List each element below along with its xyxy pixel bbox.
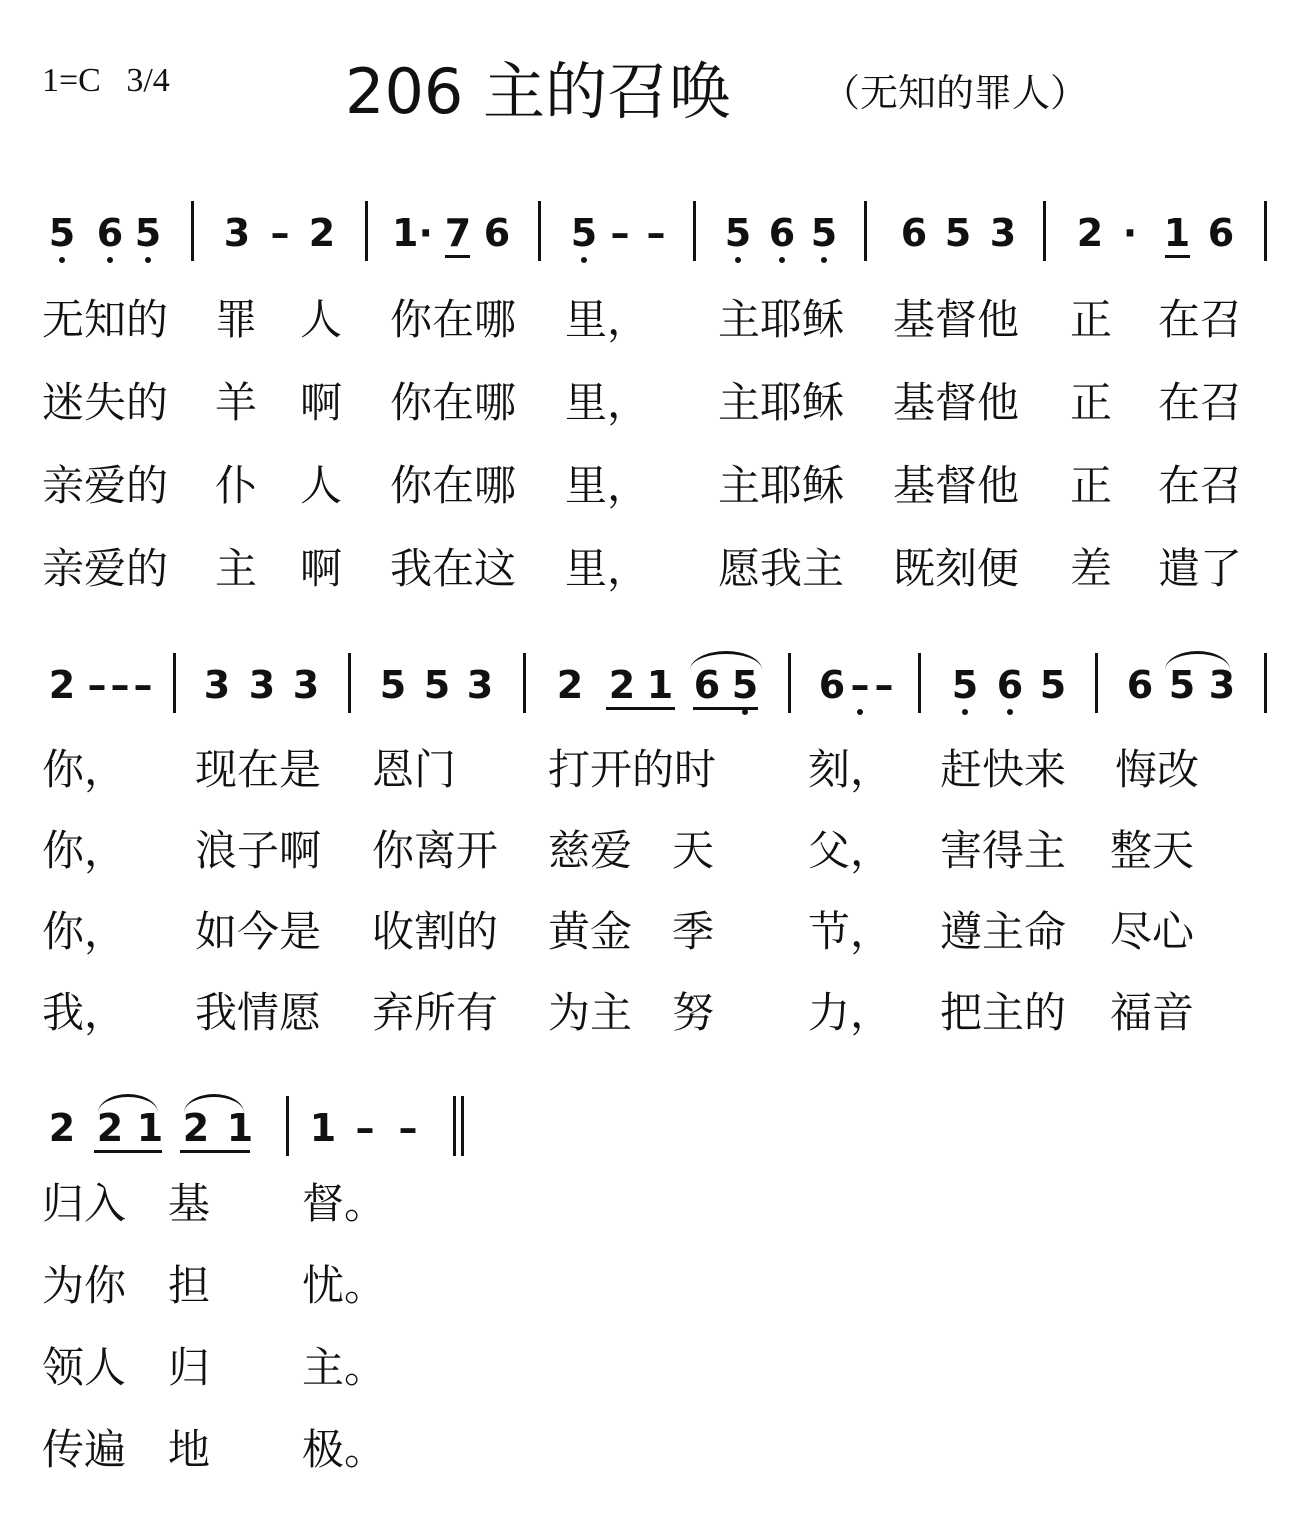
lyric-syllable: 黄金 bbox=[548, 907, 633, 956]
note: 2 bbox=[1076, 211, 1104, 255]
slur bbox=[98, 1094, 158, 1113]
lyric-syllable: 你， bbox=[42, 745, 127, 794]
note: 3 bbox=[466, 663, 494, 707]
barline bbox=[348, 653, 351, 713]
lyric-syllable: 里， bbox=[565, 461, 650, 510]
barline bbox=[788, 653, 791, 713]
lyric-syllable: 浪子啊 bbox=[195, 826, 322, 875]
lyric-syllable: 里， bbox=[565, 378, 650, 427]
note: 3 bbox=[203, 663, 231, 707]
lyric-syllable: 如今是 bbox=[195, 907, 322, 956]
extension-dash: – bbox=[874, 663, 894, 707]
lower-octave-dot bbox=[581, 257, 587, 263]
lyric-syllable: 亲爱的 bbox=[42, 544, 169, 593]
note: 3 bbox=[1208, 663, 1236, 707]
lyric-syllable: 在召 bbox=[1158, 461, 1243, 510]
lyric-syllable: 主耶稣 bbox=[718, 461, 845, 510]
lyric-syllable: 亲爱的 bbox=[42, 461, 169, 510]
note: 2 bbox=[48, 663, 76, 707]
duration-underline bbox=[606, 707, 675, 710]
lyric-syllable: 人 bbox=[300, 461, 343, 510]
barline bbox=[538, 201, 541, 261]
note: 5 bbox=[1168, 663, 1196, 707]
barline bbox=[918, 653, 921, 713]
lyric-syllable: 收割的 bbox=[372, 907, 499, 956]
note: 2 bbox=[96, 1106, 124, 1150]
lyric-syllable: 为你 bbox=[42, 1261, 127, 1310]
note: 3 bbox=[223, 211, 251, 255]
lyric-syllable: 正 bbox=[1070, 295, 1113, 344]
lyric-syllable: 害得主 bbox=[940, 826, 1067, 875]
lyric-syllable: 忧。 bbox=[302, 1261, 387, 1310]
lower-octave-dot bbox=[145, 257, 151, 263]
lyric-syllable: 主耶稣 bbox=[718, 295, 845, 344]
lyric-syllable: 里， bbox=[565, 295, 650, 344]
note: 1 bbox=[1163, 211, 1191, 255]
lyric-syllable: 你在哪 bbox=[390, 378, 517, 427]
barline bbox=[1095, 653, 1098, 713]
lyric-syllable: 刻， bbox=[808, 745, 893, 794]
note: 1 bbox=[309, 1106, 337, 1150]
lyric-syllable: 地 bbox=[168, 1425, 211, 1474]
note: 5 bbox=[570, 211, 598, 255]
lyric-syllable: 仆 bbox=[215, 461, 258, 510]
note: 5 bbox=[1039, 663, 1067, 707]
barline bbox=[365, 201, 368, 261]
lyric-syllable: 啊 bbox=[300, 544, 343, 593]
duration-underline bbox=[180, 1150, 250, 1153]
lyric-syllable: 遣了 bbox=[1158, 544, 1243, 593]
extension-dash: – bbox=[610, 211, 630, 255]
barline bbox=[173, 653, 176, 713]
note: 2 bbox=[182, 1106, 210, 1150]
note: 6 bbox=[96, 211, 124, 255]
lyric-syllable: 遵主命 bbox=[940, 907, 1067, 956]
barline bbox=[191, 201, 194, 261]
lyric-syllable: 你在哪 bbox=[390, 295, 517, 344]
lower-octave-dot bbox=[107, 257, 113, 263]
notation-row-1 bbox=[0, 213, 1304, 273]
lyric-syllable: 节， bbox=[808, 907, 893, 956]
lyric-syllable: 基督他 bbox=[893, 461, 1020, 510]
slur bbox=[1165, 651, 1230, 670]
lyric-syllable: 担 bbox=[168, 1261, 211, 1310]
lyric-syllable: 督。 bbox=[302, 1179, 387, 1228]
slur bbox=[690, 651, 762, 670]
note: 6 bbox=[768, 211, 796, 255]
lyric-syllable: 弃所有 bbox=[372, 988, 499, 1037]
lyric-syllable: 主 bbox=[215, 544, 258, 593]
notation-row-3 bbox=[0, 1108, 1304, 1168]
note: 6 bbox=[900, 211, 928, 255]
lyric-syllable: 人 bbox=[300, 295, 343, 344]
note: 3 bbox=[292, 663, 320, 707]
slur bbox=[184, 1094, 244, 1113]
lyric-syllable: 季 bbox=[672, 907, 715, 956]
lyric-syllable: 正 bbox=[1070, 461, 1113, 510]
note: 1 bbox=[226, 1106, 254, 1150]
note: 3 bbox=[989, 211, 1017, 255]
lyric-syllable: 领人 bbox=[42, 1343, 127, 1392]
lower-octave-dot bbox=[779, 257, 785, 263]
lyric-syllable: 罪 bbox=[215, 295, 258, 344]
extension-dash: – bbox=[646, 211, 666, 255]
extension-dash: – bbox=[355, 1106, 375, 1150]
lyric-syllable: 现在是 bbox=[195, 745, 322, 794]
lyric-syllable: 无知的 bbox=[42, 295, 169, 344]
lyric-syllable: 我， bbox=[42, 988, 127, 1037]
note: 5 bbox=[134, 211, 162, 255]
extension-dash: – bbox=[87, 663, 107, 707]
lyric-syllable: 我情愿 bbox=[195, 988, 322, 1037]
lyric-syllable: 主。 bbox=[302, 1343, 387, 1392]
lyric-syllable: 在召 bbox=[1158, 378, 1243, 427]
barline bbox=[693, 201, 696, 261]
lyric-syllable: 基 bbox=[168, 1179, 211, 1228]
note: 6 bbox=[1126, 663, 1154, 707]
lyric-syllable: 迷失的 bbox=[42, 378, 169, 427]
lyric-syllable: 你， bbox=[42, 826, 127, 875]
lyric-syllable: 把主的 bbox=[940, 988, 1067, 1037]
barline bbox=[1264, 653, 1267, 713]
barline bbox=[864, 201, 867, 261]
lyric-syllable: 力， bbox=[808, 988, 893, 1037]
lyric-syllable: 在召 bbox=[1158, 295, 1243, 344]
lyric-syllable: 你在哪 bbox=[390, 461, 517, 510]
lower-octave-dot bbox=[962, 709, 968, 715]
note: · bbox=[1122, 211, 1138, 255]
note: 5 bbox=[731, 663, 759, 707]
note: 3 bbox=[248, 663, 276, 707]
lyric-syllable: 为主 bbox=[548, 988, 633, 1037]
note: 6 bbox=[483, 211, 511, 255]
lyric-syllable: 极。 bbox=[302, 1425, 387, 1474]
duration-underline bbox=[693, 707, 758, 710]
lyric-syllable: 你， bbox=[42, 907, 127, 956]
note: 6 bbox=[1207, 211, 1235, 255]
lyric-syllable: 正 bbox=[1070, 378, 1113, 427]
lyric-syllable: 归 bbox=[168, 1343, 211, 1392]
lower-octave-dot bbox=[1007, 709, 1013, 715]
note: 5 bbox=[810, 211, 838, 255]
lyric-syllable: 我在这 bbox=[390, 544, 517, 593]
lyric-syllable: 里， bbox=[565, 544, 650, 593]
lyric-syllable: 尽心 bbox=[1110, 907, 1195, 956]
song-title: 206 主的召唤 bbox=[345, 55, 732, 128]
extension-dash: – bbox=[110, 663, 130, 707]
note: 2 bbox=[608, 663, 636, 707]
final-barline-thick bbox=[461, 1096, 464, 1156]
key-signature: 1=C bbox=[42, 62, 101, 99]
lyric-syllable: 归入 bbox=[42, 1179, 127, 1228]
lyric-syllable: 父， bbox=[808, 826, 893, 875]
barline bbox=[1264, 201, 1267, 261]
duration-underline bbox=[1165, 255, 1190, 258]
lyric-syllable: 差 bbox=[1070, 544, 1113, 593]
song-subtitle: （无知的罪人） bbox=[822, 71, 1089, 115]
lyric-syllable: 啊 bbox=[300, 378, 343, 427]
note: 5 bbox=[944, 211, 972, 255]
lyric-syllable: 羊 bbox=[215, 378, 258, 427]
barline bbox=[523, 653, 526, 713]
lyric-syllable: 整天 bbox=[1110, 826, 1195, 875]
duration-underline bbox=[445, 255, 470, 258]
final-barline bbox=[453, 1096, 456, 1156]
lower-octave-dot bbox=[821, 257, 827, 263]
lower-octave-dot bbox=[857, 709, 863, 715]
lower-octave-dot bbox=[735, 257, 741, 263]
note: 1 bbox=[646, 663, 674, 707]
lyric-syllable: 努 bbox=[672, 988, 715, 1037]
note: 2 bbox=[48, 1106, 76, 1150]
extension-dash: – bbox=[850, 663, 870, 707]
barline bbox=[286, 1096, 289, 1156]
note: 5 bbox=[951, 663, 979, 707]
lyric-syllable: 赶快来 bbox=[940, 745, 1067, 794]
note: 2 bbox=[308, 211, 336, 255]
note: 5 bbox=[48, 211, 76, 255]
lyric-syllable: 福音 bbox=[1110, 988, 1195, 1037]
lyric-syllable: 基督他 bbox=[893, 378, 1020, 427]
note: 6 bbox=[818, 663, 846, 707]
note: 5 bbox=[379, 663, 407, 707]
note: 1· bbox=[392, 211, 433, 255]
barline bbox=[1043, 201, 1046, 261]
extension-dash: – bbox=[270, 211, 290, 255]
note: 2 bbox=[556, 663, 584, 707]
lyric-syllable: 愿我主 bbox=[718, 544, 845, 593]
extension-dash: – bbox=[133, 663, 153, 707]
note: 6 bbox=[996, 663, 1024, 707]
note: 5 bbox=[724, 211, 752, 255]
note: 7 bbox=[444, 211, 472, 255]
key-time-signature bbox=[42, 62, 170, 100]
lyric-syllable: 你离开 bbox=[372, 826, 499, 875]
time-signature: 3/4 bbox=[126, 62, 170, 99]
note: 5 bbox=[423, 663, 451, 707]
notation-row-2 bbox=[0, 665, 1304, 725]
note: 1 bbox=[136, 1106, 164, 1150]
lyric-syllable: 恩门 bbox=[372, 745, 457, 794]
lyric-syllable: 悔改 bbox=[1115, 745, 1200, 794]
note: 6 bbox=[693, 663, 721, 707]
lyric-syllable: 基督他 bbox=[893, 295, 1020, 344]
lyric-syllable: 传遍 bbox=[42, 1425, 127, 1474]
lyric-syllable: 打开的时 bbox=[548, 745, 717, 794]
lyric-syllable: 既刻便 bbox=[893, 544, 1020, 593]
extension-dash: – bbox=[398, 1106, 418, 1150]
lower-octave-dot bbox=[59, 257, 65, 263]
lyric-syllable: 主耶稣 bbox=[718, 378, 845, 427]
lyric-syllable: 慈爱 bbox=[548, 826, 633, 875]
lyric-syllable: 天 bbox=[672, 826, 715, 875]
duration-underline bbox=[94, 1150, 162, 1153]
